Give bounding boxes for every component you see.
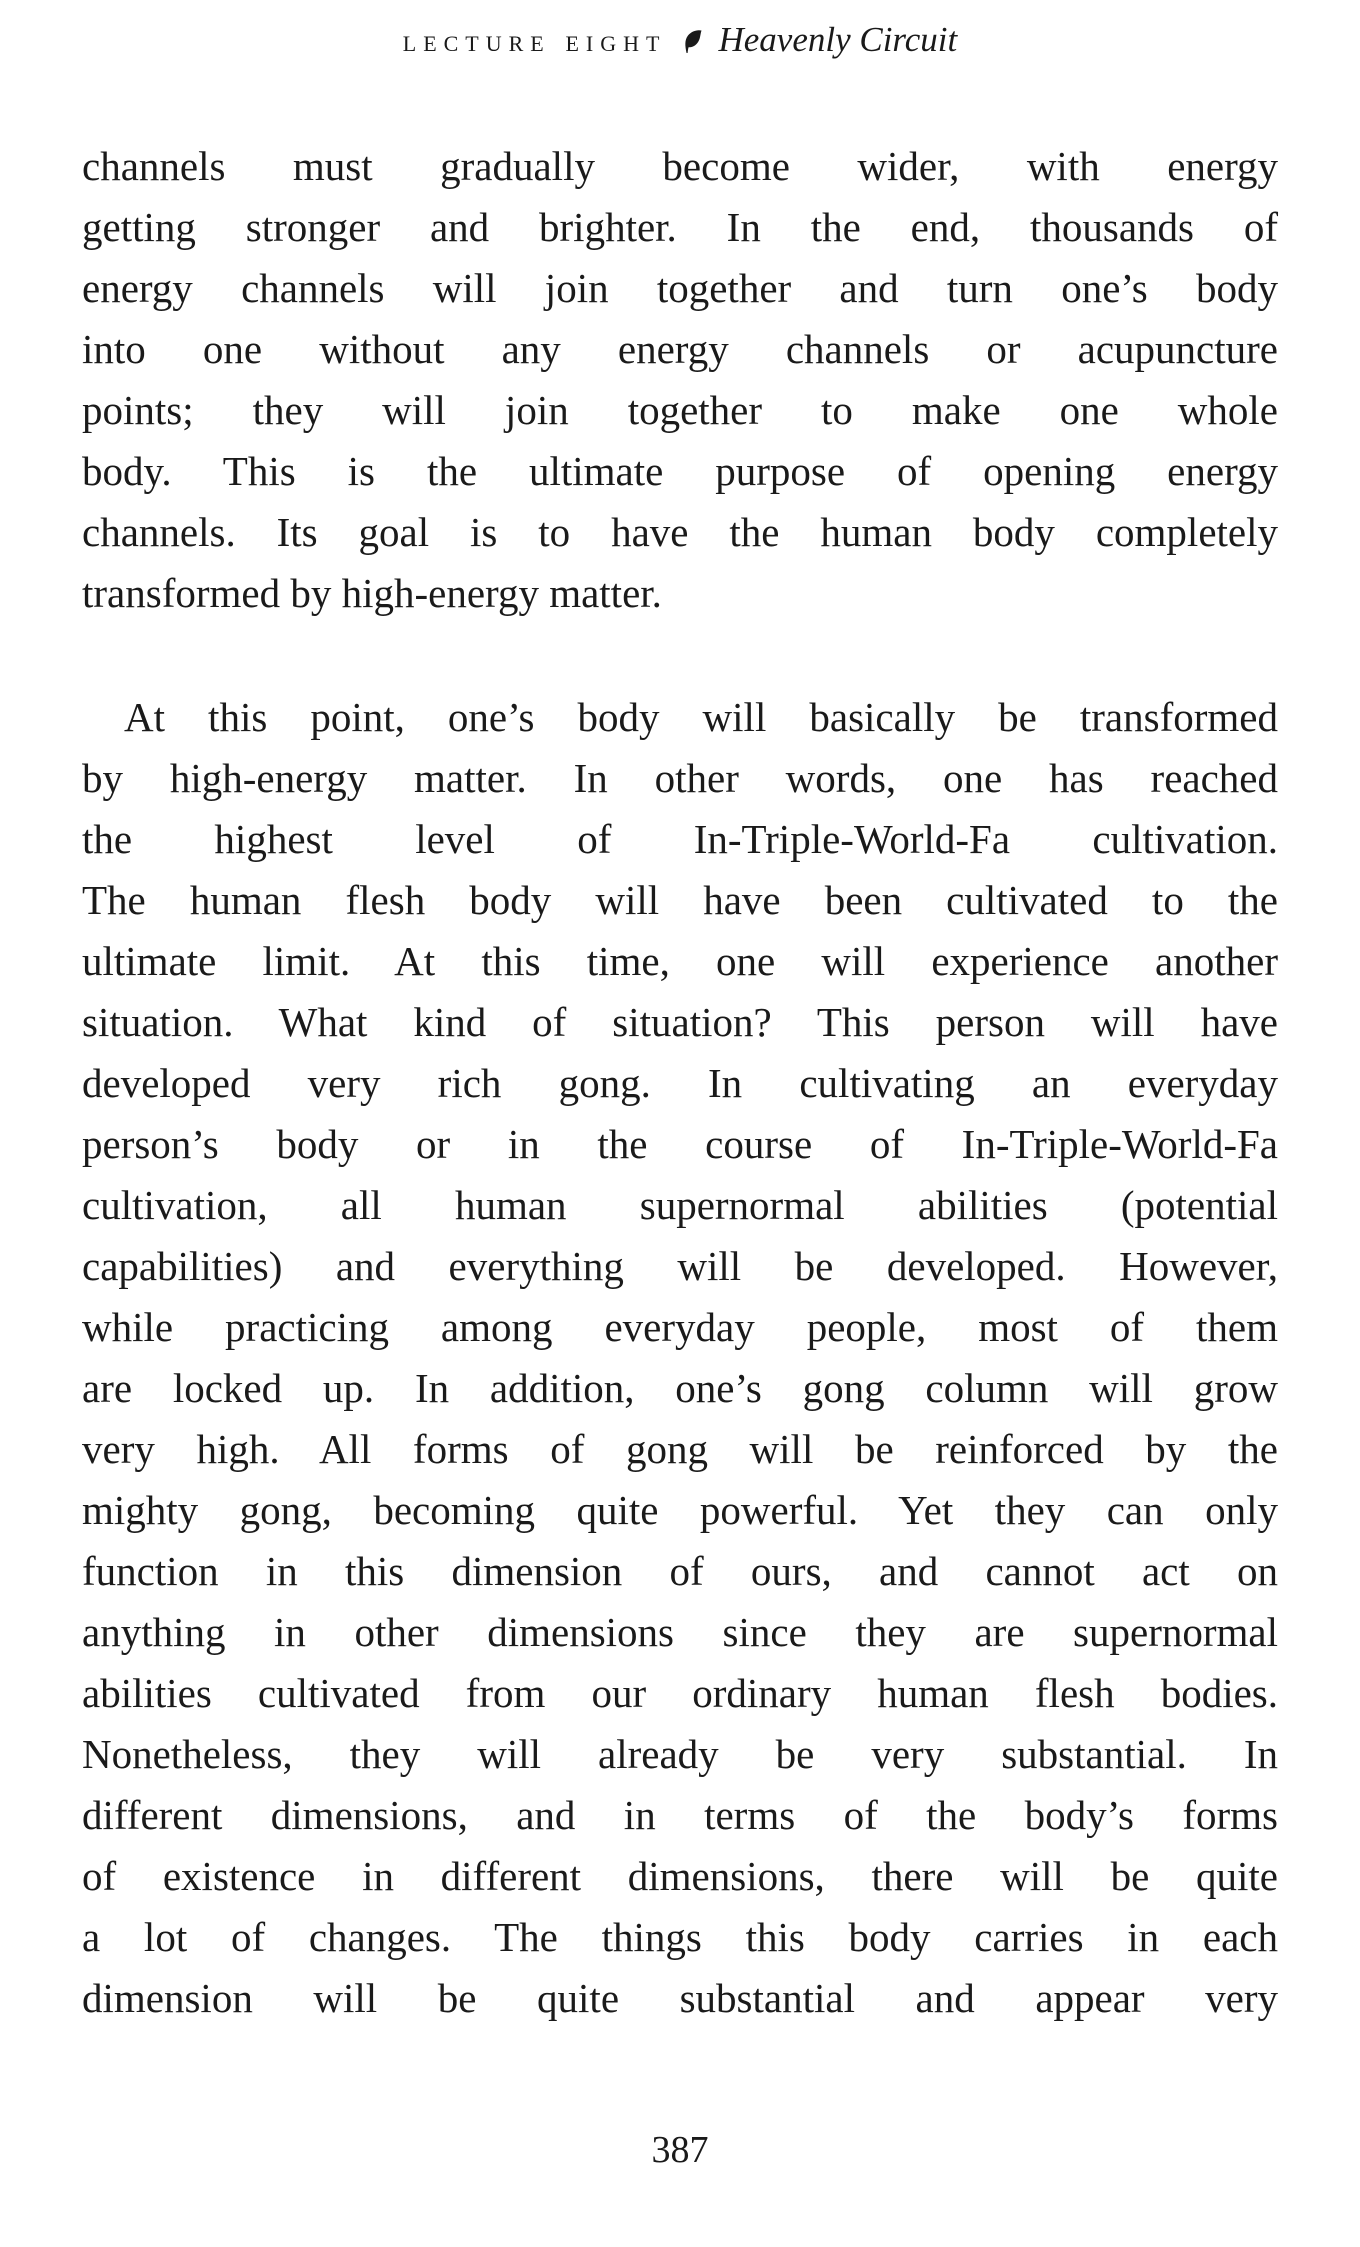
text-line: transformed by high-energy matter.: [82, 570, 662, 616]
paragraph: [82, 136, 1278, 624]
fleuron-leaf-icon: [680, 28, 704, 54]
text-line: a lot of changes. The things this body carries in each: [82, 1914, 1278, 1960]
text-line: abilities cultivated from our ordinary human flesh bodies.: [82, 1670, 1278, 1716]
text-line: very high. All forms of gong will be reinforced by the: [82, 1426, 1278, 1472]
page-number: 387: [651, 2129, 709, 2171]
text-line: function in this dimension of ours, and cannot act on: [82, 1548, 1278, 1594]
text-line: channels. Its goal is to have the human body completely: [82, 509, 1278, 555]
text-line: anything in other dimensions since they are supernormal: [82, 1609, 1278, 1655]
paragraph: [82, 687, 1278, 2029]
text-line: The human flesh body will have been cultivated to the: [82, 877, 1278, 923]
text-line: the highest level of In-Triple-World-Fa cultivation.: [82, 816, 1278, 862]
text-line: points; they will join together to make one whole: [82, 387, 1278, 433]
text-line: mighty gong, becoming quite powerful. Yet they can only: [82, 1487, 1278, 1533]
text-line: ultimate limit. At this time, one will experience another: [82, 938, 1278, 984]
text-line: of existence in different dimensions, there will be quite: [82, 1853, 1278, 1899]
text-line: getting stronger and brighter. In the end, thousands of: [82, 204, 1278, 250]
text-line: person’s body or in the course of In-Triple-World-Fa: [82, 1121, 1278, 1167]
text-line: channels must gradually become wider, with energy: [82, 143, 1278, 189]
text-line: body. This is the ultimate purpose of opening energy: [82, 448, 1278, 494]
text-line: different dimensions, and in terms of the body’s forms: [82, 1792, 1278, 1838]
text-line: developed very rich gong. In cultivating an everyday: [82, 1060, 1278, 1106]
text-line: by high-energy matter. In other words, one has reached: [82, 755, 1278, 801]
text-line: cultivation, all human supernormal abilities (potential: [82, 1182, 1278, 1228]
text-line: Nonetheless, they will already be very substantial. In: [82, 1731, 1278, 1777]
body-text: [82, 136, 1278, 2029]
text-line: are locked up. In addition, one’s gong column will grow: [82, 1365, 1278, 1411]
running-header: [0, 20, 1360, 70]
text-line: into one without any energy channels or acupuncture: [82, 326, 1278, 372]
text-line: capabilities) and everything will be developed. However,: [82, 1243, 1278, 1289]
text-line: At this point, one’s body will basically be transformed: [124, 694, 1278, 740]
text-line: energy channels will join together and turn one’s body: [82, 265, 1278, 311]
text-line: dimension will be quite substantial and appear very: [82, 1975, 1278, 2021]
text-line: situation. What kind of situation? This person will have: [82, 999, 1278, 1045]
lecture-number-label: lecture eight: [402, 23, 667, 58]
text-line: while practicing among everyday people, most of them: [82, 1304, 1278, 1350]
chapter-title: Heavenly Circuit: [718, 20, 958, 59]
